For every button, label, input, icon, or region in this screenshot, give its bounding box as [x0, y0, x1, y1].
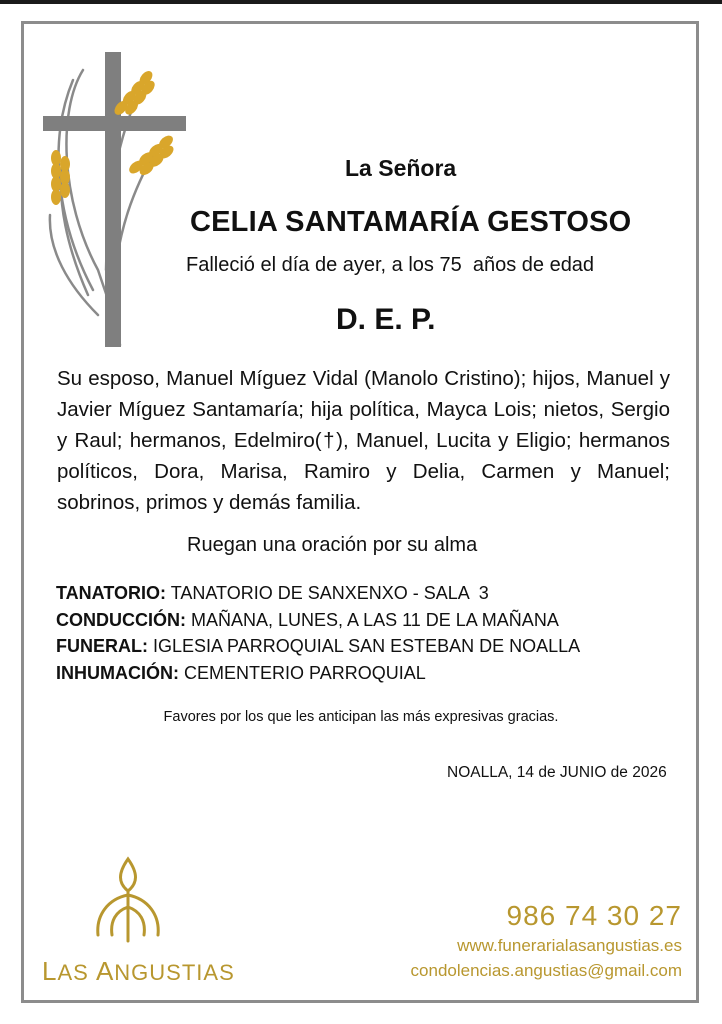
website-link[interactable]: www.funerarialasangustias.es	[457, 936, 682, 955]
detail-row-inhumacion	[56, 660, 580, 687]
thanks-line: Favores por los que les anticipan las más expresivas gracias.	[163, 709, 559, 725]
place-date: NOALLA, 14 de JUNIO de 2026	[447, 764, 667, 781]
detail-row-funeral	[56, 633, 580, 660]
prayer-request: Ruegan una oración por su alma	[187, 534, 478, 556]
detail-row-conduccion	[56, 607, 580, 634]
notice-title: La Señora	[345, 155, 457, 181]
detail-label: TANATORIO:	[56, 583, 166, 603]
cross-with-wheat-icon	[38, 50, 188, 350]
dep-heading: D. E. P.	[336, 303, 436, 336]
las-angustias-logo-icon	[88, 855, 168, 950]
detail-label: FUNERAL:	[56, 636, 148, 656]
brand-initial-2: A	[95, 956, 115, 986]
detail-label: CONDUCCIÓN:	[56, 609, 186, 630]
detail-row-tanatorio	[56, 580, 580, 607]
email-link[interactable]: condolencias.angustias@gmail.com	[410, 961, 682, 980]
detail-value: CEMENTERIO PARROQUIAL	[184, 662, 426, 683]
brand-initial-1: L	[42, 956, 58, 986]
deceased-name: CELIA SANTAMARÍA GESTOSO	[190, 206, 632, 238]
service-details	[56, 580, 580, 686]
death-statement: Falleció el día de ayer, a los 75 años de edad	[186, 254, 595, 276]
detail-value: MAÑANA, LUNES, A LAS 11 DE LA MAÑANA	[191, 609, 559, 630]
detail-label: INHUMACIÓN:	[56, 662, 179, 683]
brand-name	[42, 956, 235, 987]
top-edge-bar	[0, 0, 722, 4]
family-paragraph: Su esposo, Manuel Míguez Vidal (Manolo Cristino); hijos, Manuel y Javier Míguez Santamaría; hija política, Mayca Lois; nietos, Sergio y Raul; hermanos, Edelmiro(†), Manuel, Lucita y Eligio; hermanos políticos, Dora, Marisa, Ramiro y Delia, Carmen y Manuel; sobrinos, primos y demás familia.	[57, 367, 670, 514]
detail-value: IGLESIA PARROQUIAL SAN ESTEBAN DE NOALLA	[153, 636, 581, 656]
brand-rest-1: AS	[57, 960, 96, 985]
brand-rest-2: NGUSTIAS	[114, 960, 235, 985]
detail-value: TANATORIO DE SANXENXO - SALA 3	[170, 583, 489, 603]
phone-number[interactable]: 986 74 30 27	[506, 900, 682, 931]
